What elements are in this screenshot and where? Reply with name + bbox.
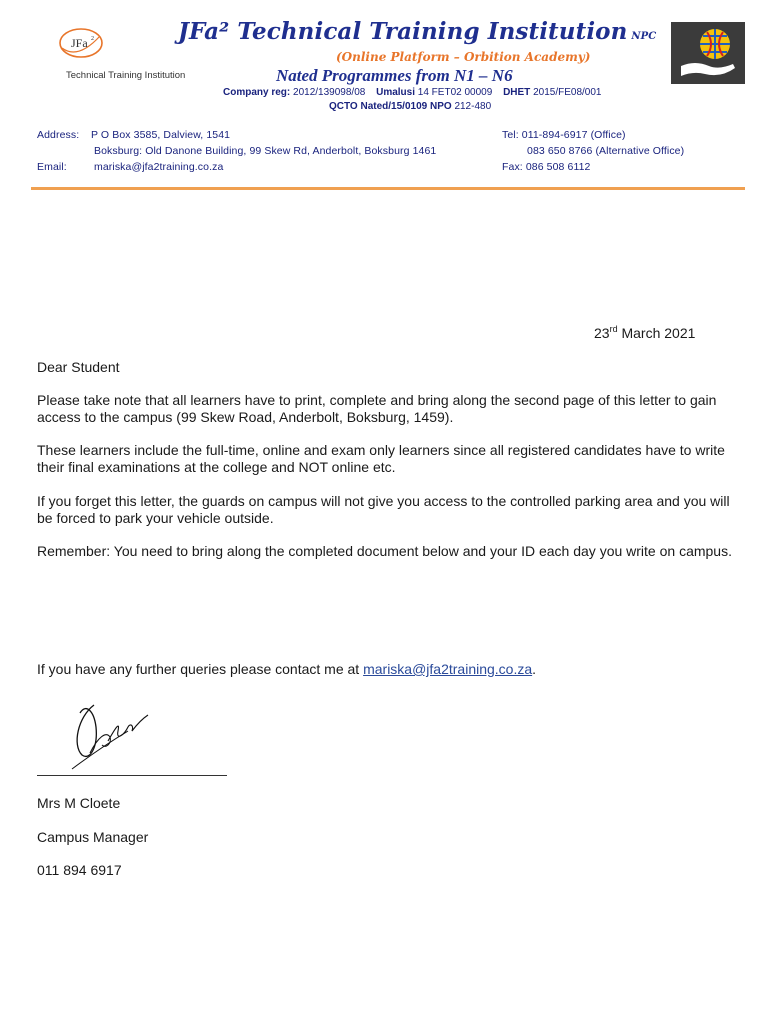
signatory-title: Campus Manager [37,829,149,845]
queries-text: If you have any further queries please contact me at [37,661,364,677]
logo-swoosh [58,26,104,60]
umalusi-number: 14 FET02 00009 [417,87,493,98]
handwritten-signature [68,697,158,775]
email-label: Email: [37,161,67,173]
date-day: 23 [594,325,610,341]
umalusi-label: Umalusi [376,87,415,98]
globe-icon [671,22,745,84]
paragraph-reminder: Remember: You need to bring along the completed document below and your ID each day you write on campus. [37,543,732,559]
svg-text:2: 2 [91,36,94,42]
dhet-label: DHET [503,87,531,98]
signature-line [37,775,227,776]
queries-email-link[interactable]: mariska@jfa2training.co.za [363,661,533,677]
salutation: Dear Student [37,359,120,375]
date-suffix: rd [609,324,618,334]
dhet-number: 2015/FE08/001 [533,87,602,98]
institution-subtitle: (Online Platform – Orbition Academy) [336,50,591,64]
globe-hand-logo [671,22,745,84]
paragraph-learners: These learners include the full-time, online and exam only learners since all registered candidates have to write their final examinations at the college and NOT online etc. [37,442,725,475]
letter-date [594,325,695,342]
svg-text:JFa: JFa [71,36,88,50]
date-month-year: March 2021 [617,325,696,341]
contact-email[interactable]: mariska@jfa2training.co.za [94,161,224,173]
queries-end: . [532,661,537,677]
qcto-label: QCTO Nated/15/0109 [329,101,428,112]
programmes-heading: Nated Programmes from N1 – N6 [276,66,513,85]
header-divider [31,187,745,190]
office-phone: Tel: 011-894-6917 (Office) [502,129,626,141]
queries-line [37,661,536,678]
physical-address: Boksburg: Old Danone Building, 99 Skew Rd, Anderbolt, Boksburg 1461 [94,145,437,157]
registration-line-1 [223,87,609,98]
npc-label: NPC [631,31,657,42]
institution-title: JFa² Technical Training Institution [178,18,628,45]
postal-address: P O Box 3585, Dalview, 1541 [91,129,231,141]
fax-number: Fax: 086 508 6112 [502,161,591,173]
signatory-phone: 011 894 6917 [37,862,122,878]
npo-number: 212-480 [454,101,492,112]
institution-name [178,18,668,45]
signatory-name: Mrs M Cloete [37,795,121,811]
logo-caption: Technical Training Institution [66,70,186,81]
company-reg-label: Company reg: [223,87,291,98]
npo-label: NPO [429,101,452,112]
paragraph-parking: If you forget this letter, the guards on campus will not give you access to the controlled parking area and you will be forced to park your vehicle outside. [37,493,730,526]
alternative-phone: 083 650 8766 (Alternative Office) [527,145,685,157]
registration-line-2 [329,101,491,112]
institution-logo [32,18,186,84]
company-reg: 2012/139098/08 [293,87,366,98]
address-label: Address: [37,129,80,141]
paragraph-print-letter: Please take note that all learners have to print, complete and bring along the second page of this letter to gain access to the campus (99 Skew Road, Anderbolt, Boksburg, 1459). [37,392,717,425]
